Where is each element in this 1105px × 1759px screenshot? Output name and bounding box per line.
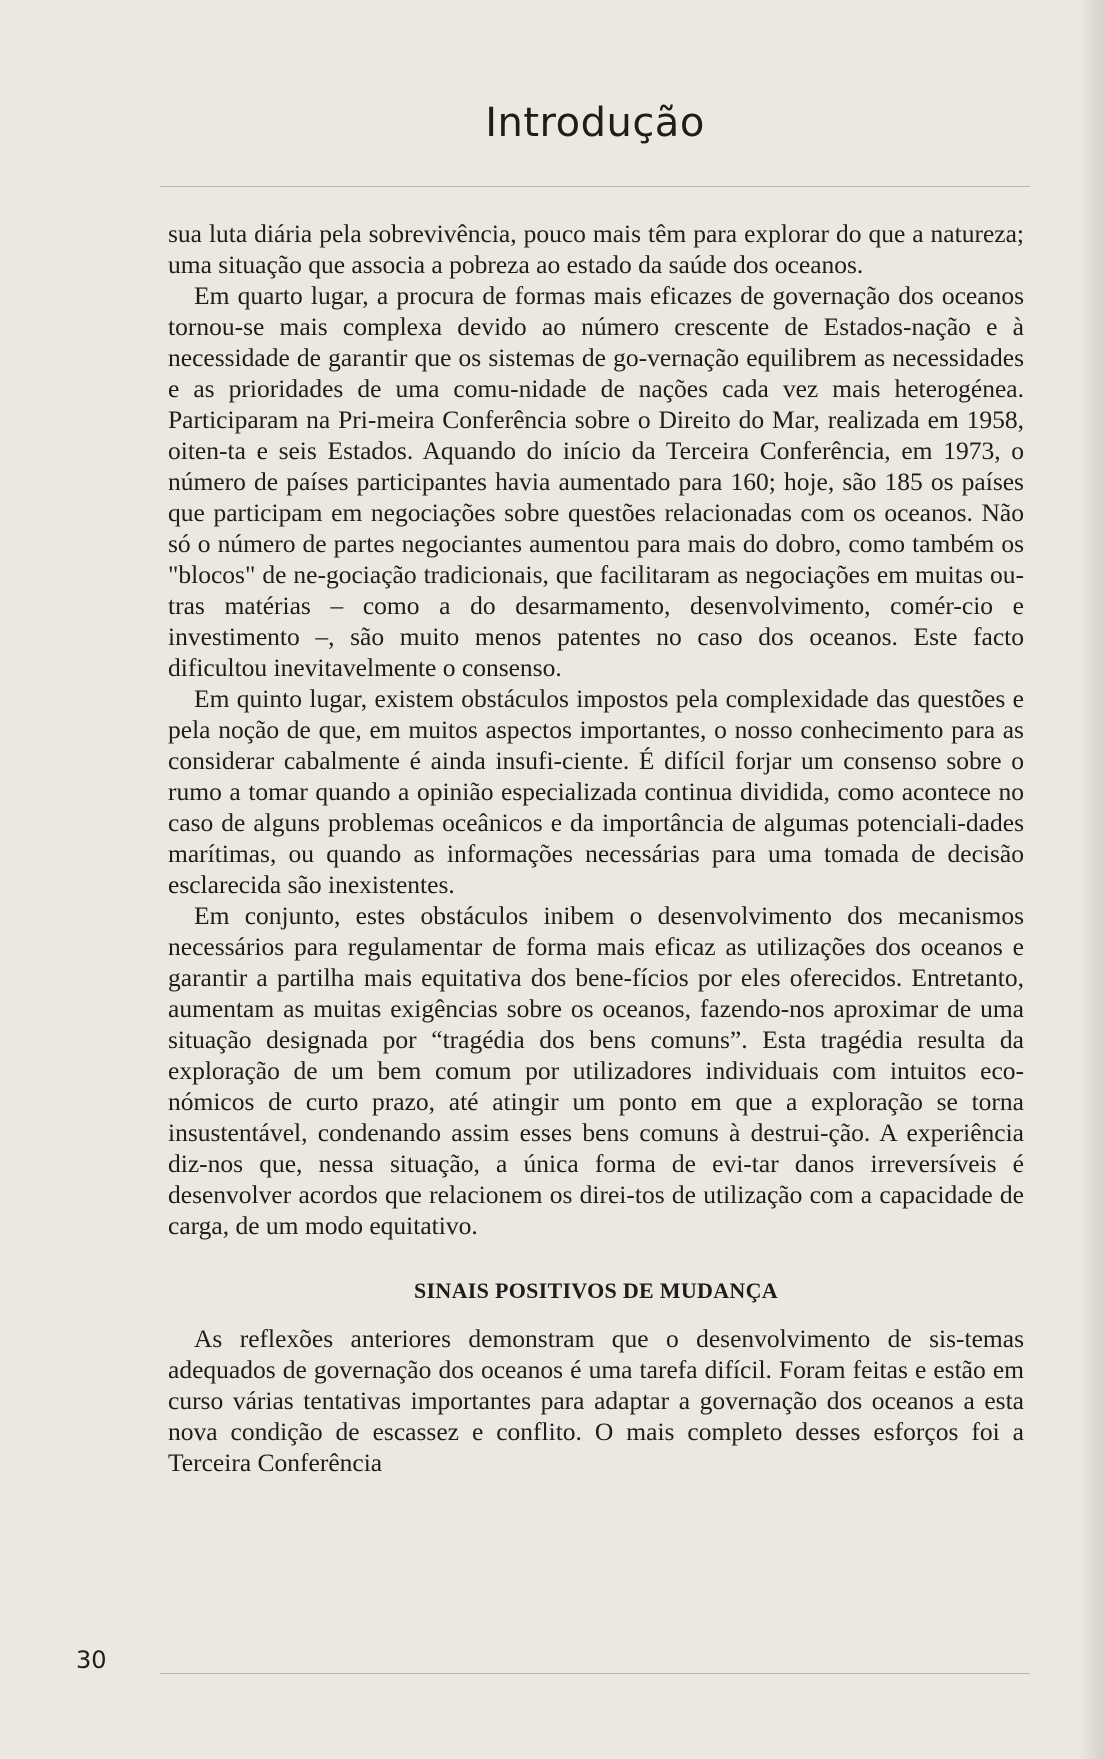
paragraph: Em conjunto, estes obstáculos inibem o desenvolvimento dos mecanismos necessários para regulamentar de forma mais eficaz as utilizações dos oceanos e garantir a partilha mais equitativa dos bene-fícios por eles oferecidos. Entretanto, aumentam as muitas exigências sobre os oceanos, fazendo-nos aproximar de uma situação designada por “tragédia dos bens comuns”. Esta tragédia resulta da exploração de um bem comum por utilizadores individuais com intuitos eco-nómicos de curto prazo, até atingir um ponto em que a exploração se torna insustentável, condenando assim esses bens comuns à destrui-ção. A experiência diz-nos que, nessa situação, a única forma de evi-tar danos irreversíveis é desenvolver acordos que relacionem os direi-tos de utilização com a capacidade de carga, de um modo equitativo.: [168, 901, 1024, 1240]
footer-rule: [160, 1673, 1030, 1674]
section-heading: SINAIS POSITIVOS DE MUDANÇA: [414, 1278, 778, 1303]
paragraph: Em quinto lugar, existem obstáculos impostos pela complexidade das questões e pela noção de que, em muitos aspectos importantes, o nosso conhecimento para as considerar cabalmente é ainda insufi-ciente. É difícil forjar um consenso sobre o rumo a tomar quando a opinião especializada continua dividida, como acontece no caso de alguns problemas oceânicos e da importância de algumas potenciali-dades marítimas, ou quando as informações necessárias para uma tomada de decisão esclarecida são inexistentes.: [168, 684, 1024, 899]
header-rule: [160, 186, 1030, 187]
page-number: 30: [76, 1646, 107, 1674]
page-edge-shadow: [1079, 0, 1105, 1759]
running-head-title: Introdução: [485, 100, 705, 146]
body-text: [168, 218, 1024, 1478]
paragraph: sua luta diária pela sobrevivência, pouco mais têm para explorar do que a natureza; uma situação que associa a pobreza ao estado da saúde dos oceanos.: [168, 219, 1024, 279]
paragraph: As reflexões anteriores demonstram que o desenvolvimento de sis-temas adequados de governação dos oceanos é uma tarefa difícil. Foram feitas e estão em curso várias tentativas importantes para adaptar a governação dos oceanos a esta nova condição de escassez e conflito. O mais completo desses esforços foi a Terceira Conferência: [168, 1324, 1024, 1477]
paragraph: Em quarto lugar, a procura de formas mais eficazes de governação dos oceanos tornou-se mais complexa devido ao número crescente de Estados-nação e à necessidade de garantir que os sistemas de go-vernação equilibrem as necessidades e as prioridades de uma comu-nidade de nações cada vez mais heterogénea. Participaram na Pri-meira Conferência sobre o Direito do Mar, realizada em 1958, oiten-ta e seis Estados. Aquando do início da Terceira Conferência, em 1973, o número de países participantes havia aumentado para 160; hoje, são 185 os países que participam em negociações sobre questões relacionadas com os oceanos. Não só o número de partes negociantes aumentou para mais do dobro, como também os "blocos" de ne-gociação tradicionais, que facilitaram as negociações em muitas ou-tras matérias – como a do desarmamento, desenvolvimento, comér-cio e investimento –, são muito menos patentes no caso dos oceanos. Este facto dificultou inevitavelmente o consenso.: [168, 281, 1024, 682]
